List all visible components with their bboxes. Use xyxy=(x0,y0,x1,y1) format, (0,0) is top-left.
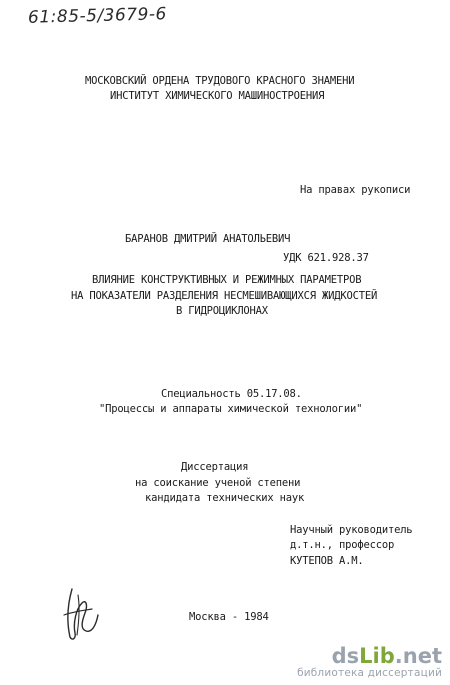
watermark-brand-suffix: .net xyxy=(394,644,442,668)
handwritten-signature-icon xyxy=(58,585,106,645)
institution-line-1: МОСКОВСКИЙ ОРДЕНА ТРУДОВОГО КРАСНОГО ЗНАМЕНИ xyxy=(85,75,355,87)
manuscript-rights-note: На правах рукописи xyxy=(300,184,411,196)
watermark-brand-lib: Lib xyxy=(359,644,395,668)
watermark-tagline: библиотека диссертаций xyxy=(297,667,442,679)
watermark-brand-prefix: dsLib xyxy=(331,644,395,668)
dissertation-label: Диссертация xyxy=(181,461,249,473)
supervisor-label: Научный руководитель xyxy=(290,524,413,536)
supervisor-title: д.т.н., профессор xyxy=(290,539,395,551)
author-name: БАРАНОВ ДМИТРИЙ АНАТОЛЬЕВИЧ xyxy=(125,233,291,245)
udk-code: УДК 621.928.37 xyxy=(283,252,369,264)
watermark-logo xyxy=(297,645,442,667)
degree-line-2: кандидата технических наук xyxy=(145,492,305,504)
title-line-3: В ГИДРОЦИКЛОНАХ xyxy=(176,305,268,317)
city-and-year: Москва - 1984 xyxy=(189,611,269,623)
title-line-1: ВЛИЯНИЕ КОНСТРУКТИВНЫХ И РЕЖИМНЫХ ПАРАМЕТРОВ xyxy=(92,274,362,286)
specialty-code: Специальность 05.17.08. xyxy=(161,388,302,400)
handwritten-catalog-number: 61:85-5/3679-6 xyxy=(27,4,168,28)
degree-line-1: на соискание ученой степени xyxy=(135,477,301,489)
institution-line-2: ИНСТИТУТ ХИМИЧЕСКОГО МАШИНОСТРОЕНИЯ xyxy=(110,90,325,102)
dslib-watermark[interactable] xyxy=(297,645,442,679)
title-line-2: НА ПОКАЗАТЕЛИ РАЗДЕЛЕНИЯ НЕСМЕШИВАЮЩИХСЯ ЖИДКОСТЕЙ xyxy=(71,290,378,302)
specialty-name: "Процессы и аппараты химической технологии" xyxy=(99,403,363,415)
supervisor-name: КУТЕПОВ А.М. xyxy=(290,555,364,567)
